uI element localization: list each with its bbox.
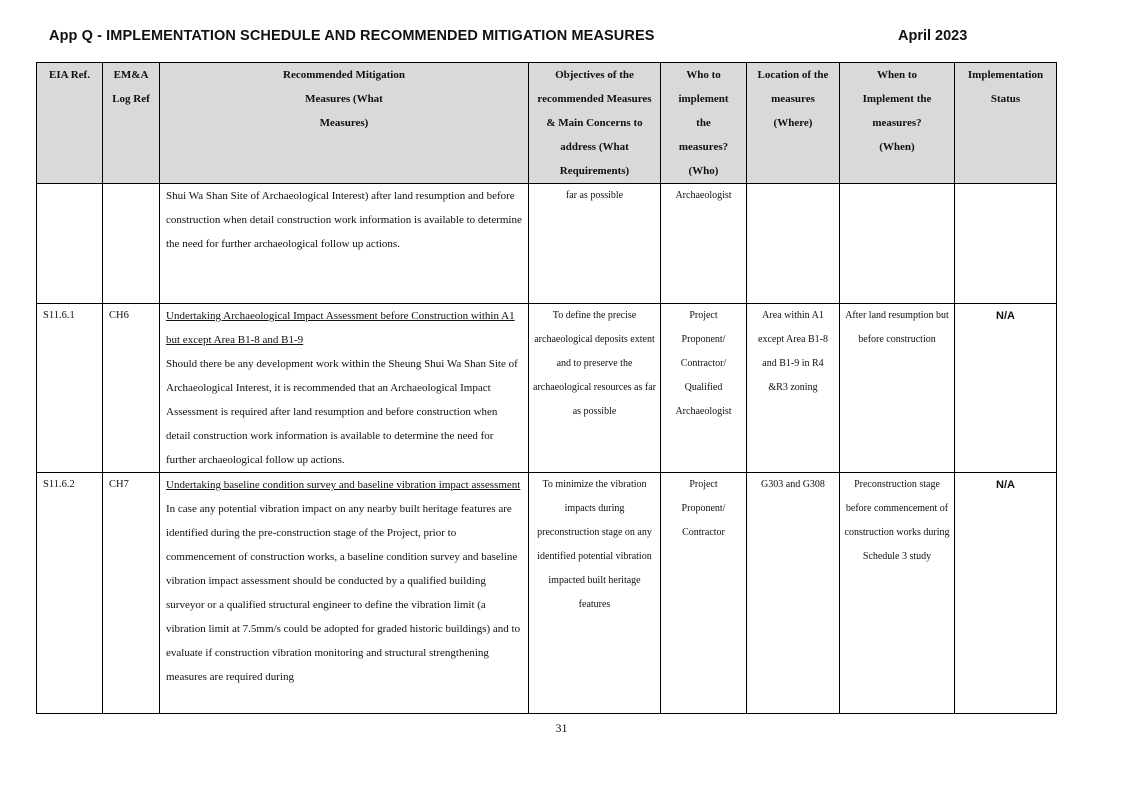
location-cell: G303 and G308 xyxy=(761,479,825,490)
measure-heading: Undertaking Archaeological Impact Assessment before Construction within A1 but except Area B1-8 and B1-9 xyxy=(166,310,515,346)
table-row xyxy=(37,304,1057,473)
report-date: April 2023 xyxy=(898,28,968,44)
col-header-when: When to Implement the measures? (When) xyxy=(840,63,955,184)
measure-text: Should there be any development work within the Sheung Shui Wa Shan Site of Archaeological Interest, it is recommended that an Archaeological Impact Assessment is required after land resumption and before construction when detail construction work information is available to determine the need for further archaeological follow up actions. xyxy=(166,358,518,466)
eia-ref-cell: S11.6.1 xyxy=(43,310,75,321)
col-header-ema-log-ref: EM&A Log Ref xyxy=(103,63,160,184)
col-header-eia-ref: EIA Ref. xyxy=(37,63,103,184)
col-header-measures: Recommended Mitigation Measures (What Measures) xyxy=(160,63,529,184)
log-ref-cell: CH6 xyxy=(109,310,129,321)
page-title: App Q - IMPLEMENTATION SCHEDULE AND RECOMMENDED MITIGATION MEASURES xyxy=(49,28,655,44)
measure-cell xyxy=(160,473,528,689)
measure-text: In case any potential vibration impact on any nearby built heritage features are identified during the pre-construction stage of the Project, prior to commencement of construction works, a baseline condition survey and baseline vibration impact assessment should be conducted by a qualified building surveyor or a qualified structural engineer to define the vibration limit (a vibration limit at 7.5mm/s could be adopted for graded historic buildings) and to evaluate if construction vibration monitoring and structural strengthening measures are required during xyxy=(166,503,521,683)
col-header-objectives: Objectives of the recommended Measures & Main Concerns to address (What Requirements) xyxy=(529,63,661,184)
table-row xyxy=(37,184,1057,304)
measure-cell xyxy=(160,304,528,472)
measure-text: Shui Wa Shan Site of Archaeological Interest) after land resumption and before construction when detail construction work information is available to determine the need for further archaeological follow up actions. xyxy=(166,190,522,250)
who-cell: Archaeologist xyxy=(675,190,732,201)
col-header-who: Who to implement the measures? (Who) xyxy=(661,63,747,184)
objectives-cell: far as possible xyxy=(565,190,624,201)
when-cell: Preconstruction stage before commencement of construction works during Schedule 3 study xyxy=(844,479,950,562)
table-row xyxy=(37,473,1057,714)
page-number: 31 xyxy=(555,721,568,735)
who-cell: Project Proponent/ Contractor xyxy=(681,479,726,538)
objectives-cell: To minimize the vibration impacts during preconstruction stage on any identified potential vibration impacted built heritage features xyxy=(537,479,652,610)
col-header-status: Implementation Status xyxy=(955,63,1057,184)
measure-heading: Undertaking baseline condition survey and baseline vibration impact assessment xyxy=(166,479,521,491)
measure-cell xyxy=(160,184,528,256)
objectives-cell: To define the precise archaeological deposits extent and to preserve the archaeological resources as far as possible xyxy=(533,310,656,417)
who-cell: Project Proponent/ Contractor/ Qualified Archaeologist xyxy=(675,310,732,417)
status-cell: N/A xyxy=(996,310,1015,322)
table-header-row xyxy=(37,63,1057,184)
status-cell: N/A xyxy=(996,479,1015,491)
when-cell: After land resumption but before construction xyxy=(845,310,949,345)
eia-ref-cell: S11.6.2 xyxy=(43,479,75,490)
log-ref-cell: CH7 xyxy=(109,479,129,490)
implementation-schedule-table xyxy=(36,62,1057,714)
location-cell: Area within A1 except Area B1-8 and B1-9 in R4 &R3 zoning xyxy=(758,310,828,393)
col-header-location: Location of the measures (Where) xyxy=(747,63,840,184)
